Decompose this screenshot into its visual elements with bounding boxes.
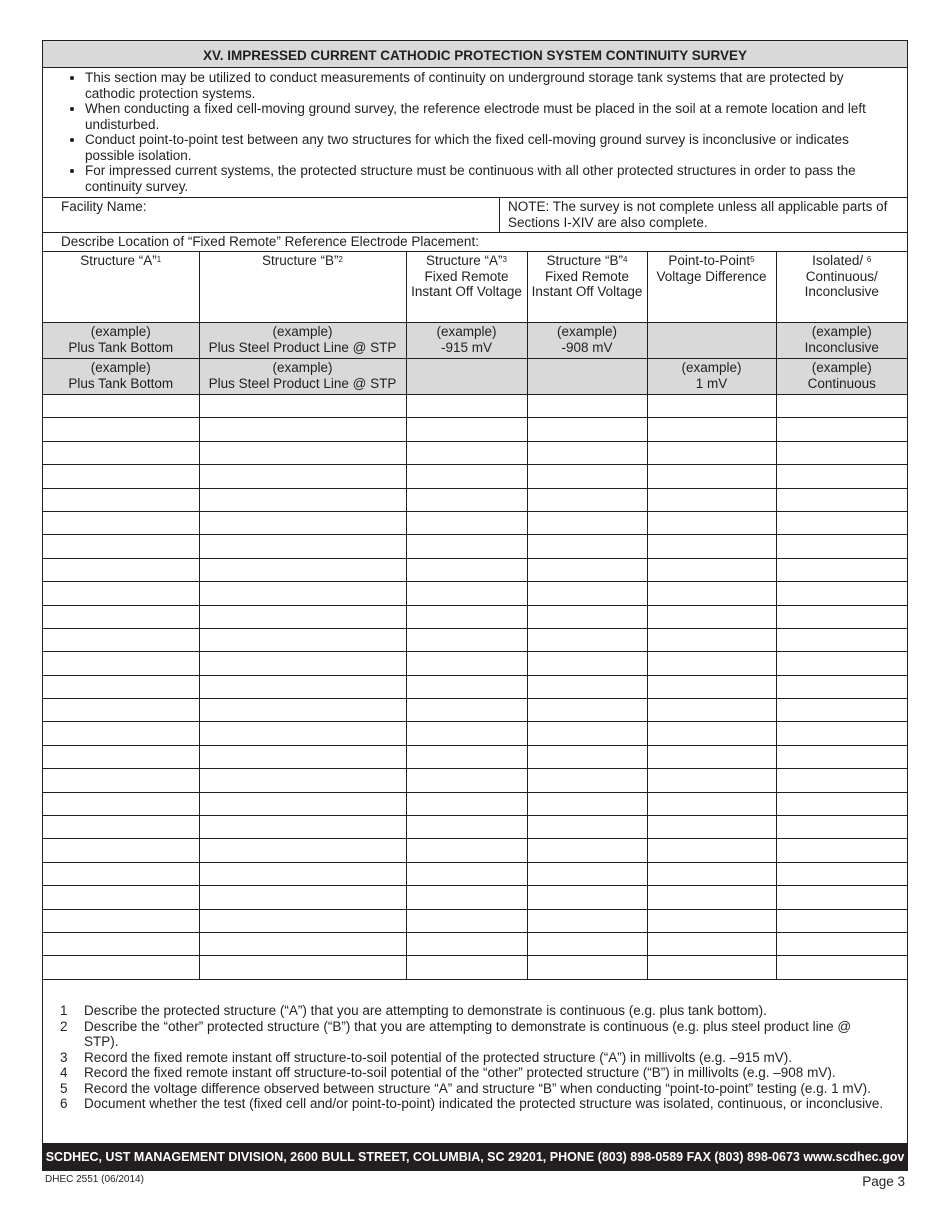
entry-cell[interactable] (647, 886, 776, 909)
footnotes (43, 1003, 907, 1112)
entry-cell[interactable] (527, 932, 647, 955)
section-title: XV. IMPRESSED CURRENT CATHODIC PROTECTION SYSTEM CONTINUITY SURVEY (43, 41, 907, 68)
entry-cell[interactable] (527, 418, 647, 441)
entry-cell[interactable] (43, 909, 199, 932)
entry-row (43, 652, 907, 675)
entry-cell[interactable] (647, 909, 776, 932)
entry-cell[interactable] (776, 441, 907, 464)
entry-cell[interactable] (199, 558, 406, 581)
entry-cell[interactable] (199, 605, 406, 628)
electrode-location-label: Describe Location of “Fixed Remote” Reference Electrode Placement: (61, 234, 479, 249)
entry-cell[interactable] (647, 699, 776, 722)
entry-cell[interactable] (776, 862, 907, 885)
entry-cell[interactable] (647, 465, 776, 488)
continuity-survey-form (42, 40, 908, 1171)
entry-cell[interactable] (527, 862, 647, 885)
entry-cell[interactable] (199, 769, 406, 792)
entry-cell[interactable] (406, 932, 527, 955)
entry-cell[interactable] (406, 839, 527, 862)
example-cell: (example) Plus Tank Bottom (43, 359, 199, 395)
entry-cell[interactable] (199, 839, 406, 862)
entry-cell[interactable] (406, 699, 527, 722)
entry-cell[interactable] (776, 839, 907, 862)
entry-cell[interactable] (406, 558, 527, 581)
example-cell (527, 359, 647, 395)
footnote: 1 Describe the protected structure (“A”) that you are attempting to demonstrate is continuous (e.g. plus tank bottom). (60, 1003, 767, 1018)
entry-cell[interactable] (647, 675, 776, 698)
instruction-item: • For impressed current systems, the protected structure must be continuous with all other protected structures in order to pass the continuity survey. (85, 163, 887, 194)
entry-cell[interactable] (199, 535, 406, 558)
example-row (43, 323, 907, 359)
entry-row (43, 699, 907, 722)
entry-cell[interactable] (199, 465, 406, 488)
entry-row (43, 932, 907, 955)
entry-cell[interactable] (406, 628, 527, 651)
col-structure-a-voltage: Structure “A”$^3$ Fixed Remote Instant Off Voltage (406, 252, 527, 323)
col-structure-a: Structure “A”$^1$ (43, 252, 199, 323)
example-cell (406, 359, 527, 395)
entry-cell[interactable] (43, 418, 199, 441)
entry-cell[interactable] (406, 722, 527, 745)
entry-cell[interactable] (527, 909, 647, 932)
example-cell: (example) 1 mV (647, 359, 776, 395)
entry-cell[interactable] (527, 699, 647, 722)
entry-cell[interactable] (199, 488, 406, 511)
entry-cell[interactable] (199, 699, 406, 722)
col-structure-b-voltage: Structure “B”$^4$ Fixed Remote Instant Off Voltage (527, 252, 647, 323)
entry-cell[interactable] (647, 862, 776, 885)
entry-cell[interactable] (527, 605, 647, 628)
entry-cell[interactable] (647, 395, 776, 418)
entry-row (43, 511, 907, 534)
entry-cell[interactable] (776, 792, 907, 815)
entry-cell[interactable] (43, 839, 199, 862)
entry-cell[interactable] (647, 839, 776, 862)
entry-cell[interactable] (527, 488, 647, 511)
entry-row (43, 488, 907, 511)
facility-row (43, 198, 907, 233)
entry-cell[interactable] (406, 488, 527, 511)
table-header-row (43, 252, 907, 323)
entry-cell[interactable] (776, 745, 907, 768)
entry-cell[interactable] (647, 582, 776, 605)
entry-row (43, 956, 907, 979)
example-cell (647, 323, 776, 359)
entry-cell[interactable] (527, 628, 647, 651)
entry-cell[interactable] (776, 465, 907, 488)
entry-cell[interactable] (43, 652, 199, 675)
example-cell: (example) Continuous (776, 359, 907, 395)
instructions-list (43, 68, 907, 198)
entry-cell[interactable] (527, 511, 647, 534)
entry-cell[interactable] (199, 745, 406, 768)
entry-row (43, 886, 907, 909)
entry-cell[interactable] (406, 769, 527, 792)
instruction-item: • Conduct point-to-point test between any two structures for which the fixed cell-moving ground survey is inconclusive or indicates possible isolation. (85, 132, 887, 163)
entry-cell[interactable] (199, 511, 406, 534)
entry-cell[interactable] (43, 699, 199, 722)
entry-cell[interactable] (776, 628, 907, 651)
entry-cell[interactable] (776, 535, 907, 558)
entry-cell[interactable] (406, 909, 527, 932)
entry-cell[interactable] (43, 932, 199, 955)
entry-cell[interactable] (527, 675, 647, 698)
entry-cell[interactable] (776, 582, 907, 605)
entry-cell[interactable] (527, 535, 647, 558)
entry-cell[interactable] (43, 465, 199, 488)
entry-cell[interactable] (199, 886, 406, 909)
footnote: 2 Describe the “other” protected structure (“B”) that you are attempting to demonstrate is continuous (e.g. plus steel product line @ STP). (60, 1018, 852, 1049)
entry-cell[interactable] (647, 769, 776, 792)
entry-cell[interactable] (647, 558, 776, 581)
entry-cell[interactable] (527, 441, 647, 464)
entry-cell[interactable] (199, 441, 406, 464)
entry-cell[interactable] (406, 652, 527, 675)
entry-cell[interactable] (647, 511, 776, 534)
footnote: 3 Record the fixed remote instant off structure-to-soil potential of the protected structure (“A”) in millivolts (e.g. –915 mV). (60, 1049, 793, 1065)
entry-row (43, 722, 907, 745)
facility-name-label: Facility Name: (61, 199, 147, 214)
entry-cell[interactable] (647, 652, 776, 675)
footnote: 6 Document whether the test (fixed cell and/or point-to-point) indicated the protected structure was isolated, continuous, or inconclusive. (60, 1096, 884, 1111)
entry-cell[interactable] (776, 675, 907, 698)
entry-cell[interactable] (406, 582, 527, 605)
entry-cell[interactable] (776, 558, 907, 581)
entry-cell[interactable] (43, 628, 199, 651)
entry-row (43, 628, 907, 651)
entry-cell[interactable] (647, 816, 776, 839)
entry-cell[interactable] (43, 558, 199, 581)
col-result: Isolated/ $^6$ Continuous/ Inconclusive (776, 252, 907, 323)
entry-cell[interactable] (406, 675, 527, 698)
entry-cell[interactable] (527, 558, 647, 581)
entry-cell[interactable] (776, 488, 907, 511)
entry-cell[interactable] (776, 418, 907, 441)
entry-cell[interactable] (199, 862, 406, 885)
entry-cell[interactable] (527, 582, 647, 605)
entry-cell[interactable] (647, 628, 776, 651)
entry-cell[interactable] (199, 582, 406, 605)
entry-cell[interactable] (776, 699, 907, 722)
entry-cell[interactable] (647, 488, 776, 511)
entry-cell[interactable] (406, 956, 527, 979)
entry-cell[interactable] (776, 722, 907, 745)
entry-cell[interactable] (43, 816, 199, 839)
entry-row (43, 792, 907, 815)
entry-cell[interactable] (406, 535, 527, 558)
entry-cell[interactable] (647, 605, 776, 628)
entry-cell[interactable] (199, 418, 406, 441)
entry-cell[interactable] (647, 792, 776, 815)
entry-cell[interactable] (406, 465, 527, 488)
completion-note: NOTE: The survey is not complete unless all applicable parts of Sections I-XIV are also complete. (508, 199, 888, 230)
entry-cell[interactable] (199, 628, 406, 651)
entry-cell[interactable] (647, 722, 776, 745)
facility-name-field[interactable] (43, 198, 500, 232)
entry-row (43, 839, 907, 862)
entry-cell[interactable] (776, 605, 907, 628)
example-cell: (example) -908 mV (527, 323, 647, 359)
entry-cell[interactable] (527, 792, 647, 815)
entry-cell[interactable] (527, 722, 647, 745)
entry-cell[interactable] (406, 605, 527, 628)
footnote: 5 Record the voltage difference observed between structure “A” and structure “B” when conducting “point-to-point” testing (e.g. 1 mV). (60, 1080, 871, 1096)
entry-cell[interactable] (406, 792, 527, 815)
entry-cell[interactable] (527, 956, 647, 979)
entry-cell[interactable] (776, 816, 907, 839)
entry-cell[interactable] (406, 395, 527, 418)
entry-row (43, 862, 907, 885)
entry-cell[interactable] (43, 605, 199, 628)
example-cell: (example) Inconclusive (776, 323, 907, 359)
entry-cell[interactable] (406, 441, 527, 464)
entry-cell[interactable] (776, 956, 907, 979)
entry-cell[interactable] (43, 745, 199, 768)
survey-table (43, 252, 907, 980)
footnote: 4 Record the fixed remote instant off structure-to-soil potential of the “other” protected structure (“B”) in millivolts (e.g. –908 mV). (60, 1065, 836, 1080)
entry-cell[interactable] (527, 745, 647, 768)
electrode-location-field[interactable] (43, 233, 907, 252)
example-cell: (example) -915 mV (406, 323, 527, 359)
entry-cell[interactable] (776, 769, 907, 792)
entry-cell[interactable] (199, 909, 406, 932)
entry-row (43, 675, 907, 698)
entry-cell[interactable] (199, 816, 406, 839)
entry-cell[interactable] (43, 792, 199, 815)
instruction-item: • This section may be utilized to conduct measurements of continuity on underground storage tank systems that are protected by cathodic protection systems. (85, 70, 887, 101)
entry-cell[interactable] (406, 511, 527, 534)
entry-cell[interactable] (776, 511, 907, 534)
entry-cell[interactable] (647, 441, 776, 464)
entry-cell[interactable] (647, 418, 776, 441)
entry-row (43, 558, 907, 581)
entry-cell[interactable] (406, 418, 527, 441)
entry-cell[interactable] (527, 886, 647, 909)
entry-cell[interactable] (43, 511, 199, 534)
entry-cell[interactable] (43, 441, 199, 464)
form-id: DHEC 2551 (06/2014) (45, 1174, 144, 1185)
entry-row (43, 465, 907, 488)
entry-row (43, 418, 907, 441)
entry-cell[interactable] (527, 465, 647, 488)
entry-row (43, 535, 907, 558)
entry-cell[interactable] (647, 745, 776, 768)
entry-cell[interactable] (199, 652, 406, 675)
entry-row (43, 441, 907, 464)
entry-cell[interactable] (406, 816, 527, 839)
entry-cell[interactable] (199, 956, 406, 979)
entry-cell[interactable] (647, 932, 776, 955)
entry-row (43, 582, 907, 605)
entry-cell[interactable] (406, 745, 527, 768)
entry-cell[interactable] (776, 395, 907, 418)
entry-cell[interactable] (199, 792, 406, 815)
entry-cell[interactable] (527, 395, 647, 418)
instruction-item: • When conducting a fixed cell-moving ground survey, the reference electrode must be placed in the soil at a remote location and left undisturbed. (85, 101, 887, 132)
entry-cell[interactable] (43, 675, 199, 698)
entry-row (43, 745, 907, 768)
entry-cell[interactable] (527, 769, 647, 792)
entry-cell[interactable] (776, 932, 907, 955)
entry-cell[interactable] (43, 886, 199, 909)
page-number: Page 3 (862, 1174, 905, 1189)
entry-row (43, 395, 907, 418)
entry-cell[interactable] (43, 956, 199, 979)
entry-cell[interactable] (43, 769, 199, 792)
entry-cell[interactable] (527, 652, 647, 675)
entry-row (43, 909, 907, 932)
entry-cell[interactable] (43, 488, 199, 511)
entry-cell[interactable] (199, 932, 406, 955)
entry-cell[interactable] (43, 722, 199, 745)
entry-cell[interactable] (647, 956, 776, 979)
entry-row (43, 816, 907, 839)
entry-cell[interactable] (647, 535, 776, 558)
agency-footer: SCDHEC, UST MANAGEMENT DIVISION, 2600 BULL STREET, COLUMBIA, SC 29201, PHONE (803) 898-0589 FAX (803) 898-0673 www.scdhec.gov (43, 1143, 907, 1170)
entry-cell[interactable] (43, 582, 199, 605)
entry-cell[interactable] (43, 395, 199, 418)
col-structure-b: Structure “B”$^2$ (199, 252, 406, 323)
example-cell: (example) Plus Steel Product Line @ STP (199, 359, 406, 395)
entry-cell[interactable] (776, 652, 907, 675)
entry-cell[interactable] (199, 722, 406, 745)
entry-cell[interactable] (406, 862, 527, 885)
example-row (43, 359, 907, 395)
entry-cell[interactable] (776, 909, 907, 932)
entry-cell[interactable] (527, 816, 647, 839)
example-cell: (example) Plus Tank Bottom (43, 323, 199, 359)
entry-cell[interactable] (43, 535, 199, 558)
entry-cell[interactable] (199, 675, 406, 698)
entry-row (43, 605, 907, 628)
entry-row (43, 769, 907, 792)
entry-cell[interactable] (43, 862, 199, 885)
entry-cell[interactable] (776, 886, 907, 909)
col-point-to-point: Point-to-Point$^5$ Voltage Difference (647, 252, 776, 323)
example-cell: (example) Plus Steel Product Line @ STP (199, 323, 406, 359)
entry-cell[interactable] (527, 839, 647, 862)
entry-cell[interactable] (199, 395, 406, 418)
entry-cell[interactable] (406, 886, 527, 909)
